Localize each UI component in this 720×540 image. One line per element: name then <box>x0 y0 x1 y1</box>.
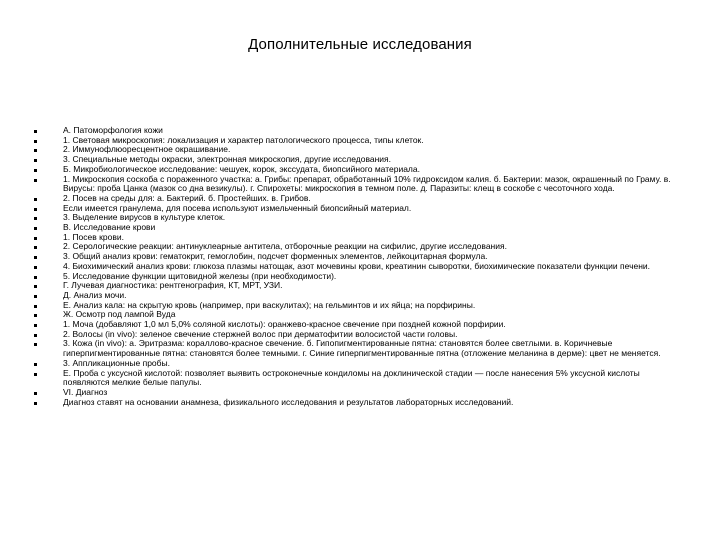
list-item-text: Б. Микробиологическое исследование: чешуек, корок, экссудата, биопсийного материала. <box>63 163 420 174</box>
list-item-text: А. Патоморфология кожи <box>63 125 163 135</box>
bullet-icon <box>34 256 37 259</box>
list-item-text: Ж. Осмотр под лампой Вуда <box>63 309 176 320</box>
list-item-text: 1. Световая микроскопия: локализация и характер патологического процесса, типы клеток. <box>63 134 424 145</box>
bullet-icon <box>34 246 37 249</box>
list-item-text: 3. Выделение вирусов в культуре клеток. <box>63 212 226 223</box>
bullet-icon <box>34 227 37 230</box>
list-item-text: 3. Специальные методы окраски, электронная микроскопия, другие исследования. <box>63 154 392 165</box>
bullet-icon <box>34 149 37 152</box>
bullet-icon <box>34 169 37 172</box>
list-item <box>34 398 674 408</box>
list-item-text: 3. Общий анализ крови: гематокрит, гемоглобин, подсчет форменных элементов, лейкоцитарная формула. <box>63 251 488 262</box>
list-item-text: 3. Аппликационные пробы. <box>63 357 170 368</box>
slide-title: Дополнительные исследования <box>248 36 472 53</box>
bullet-icon <box>34 295 37 298</box>
bullet-icon <box>34 159 37 162</box>
bullet-icon <box>34 373 37 376</box>
list-item-text: 5. Исследование функции щитовидной железы (при необходимости). <box>63 270 337 281</box>
bullet-icon <box>34 237 37 240</box>
list-item-text: Диагноз ставят на основании анамнеза, физикального исследования и результатов лабораторных исследований. <box>63 396 514 407</box>
bullet-icon <box>34 305 37 308</box>
bullet-icon <box>34 314 37 317</box>
list-item-text: 2. Серологические реакции: антинуклеарные антитела, отборочные реакции на сифилис, другие исследования. <box>63 241 507 252</box>
bullet-icon <box>34 130 37 133</box>
list-item <box>34 339 674 358</box>
bullet-icon <box>34 266 37 269</box>
bullet-icon <box>34 324 37 327</box>
list-item-text: 3. Кожа (in vivo): а. Эритразма: кораллово-красное свечение. б. Гипопигментированные пятна: становятся более светлыми. в. Коричневые гиперпигментированные пятна: становятся более темными. г. Синие гиперпигментированные пятна (отложение меланина в дерме): цвет не меняется. <box>63 338 661 359</box>
list-item-text: 2. Волосы (in vivo): зеленое свечение стержней волос при дерматофитии волосистой части головы. <box>63 328 458 339</box>
list-item-text: Е. Проба с уксусной кислотой: позволяет выявить остроконечные кондиломы на доклинической стадии — после нанесения 5% уксусной кислоты появляются мелкие белые папулы. <box>63 367 640 388</box>
bullet-icon <box>34 198 37 201</box>
list-item-text: 1. Микроскопия соскоба с пораженного участка: а. Грибы: препарат, обработанный 10% гидроксидом калия. б. Бактерии: мазок, окрашенный по Граму. в. Вирусы: проба Цанка (мазок со дна везикулы). г. Спирохеты: микроскопия в темном поле. д. Паразиты: клещ в соскобе с чесоточного хода. <box>63 173 671 194</box>
bullet-icon <box>34 334 37 337</box>
bullet-icon <box>34 208 37 211</box>
bullet-icon <box>34 392 37 395</box>
list-item <box>34 369 674 388</box>
list-item-text: 1. Посев крови. <box>63 231 124 242</box>
bullet-icon <box>34 363 37 366</box>
list-item <box>34 175 674 194</box>
list-item-text: 2. Иммунофлюоресцентное окрашивание. <box>63 144 231 155</box>
list-item-text: 4. Биохимический анализ крови: глюкоза плазмы натощак, азот мочевины крови, креатинин сыворотки, биохимические показатели функции печени. <box>63 260 651 271</box>
list-item <box>34 223 674 233</box>
list-item <box>34 281 674 291</box>
bullet-icon <box>34 276 37 279</box>
bullet-icon <box>34 179 37 182</box>
list-item-text: 1. Моча (добавляют 1,0 мл 5,0% соляной кислоты): оранжево-красное свечение при поздней кожной порфирии. <box>63 319 506 330</box>
list-item-text: Если имеется гранулема, для посева используют измельченный биопсийный материал. <box>63 202 412 213</box>
list-item-text: В. Исследование крови <box>63 222 156 233</box>
list-item-text: 2. Посев на среды для: а. Бактерий. б. Простейших. в. Грибов. <box>63 192 311 203</box>
list-item-text: Г. Лучевая диагностика: рентгенография, КТ, МРТ, УЗИ. <box>63 280 283 291</box>
content-list <box>34 126 674 407</box>
list-item-text: Д. Анализ мочи. <box>63 289 127 300</box>
bullet-icon <box>34 285 37 288</box>
bullet-icon <box>34 343 37 346</box>
bullet-icon <box>34 402 37 405</box>
bullet-icon <box>34 217 37 220</box>
bullet-icon <box>34 140 37 143</box>
list-item-text: Е. Анализ кала: на скрытую кровь (например, при васкулитах); на гельминтов и их яйца; на порфирины. <box>63 299 476 310</box>
list-item-text: VI. Диагноз <box>63 386 108 397</box>
